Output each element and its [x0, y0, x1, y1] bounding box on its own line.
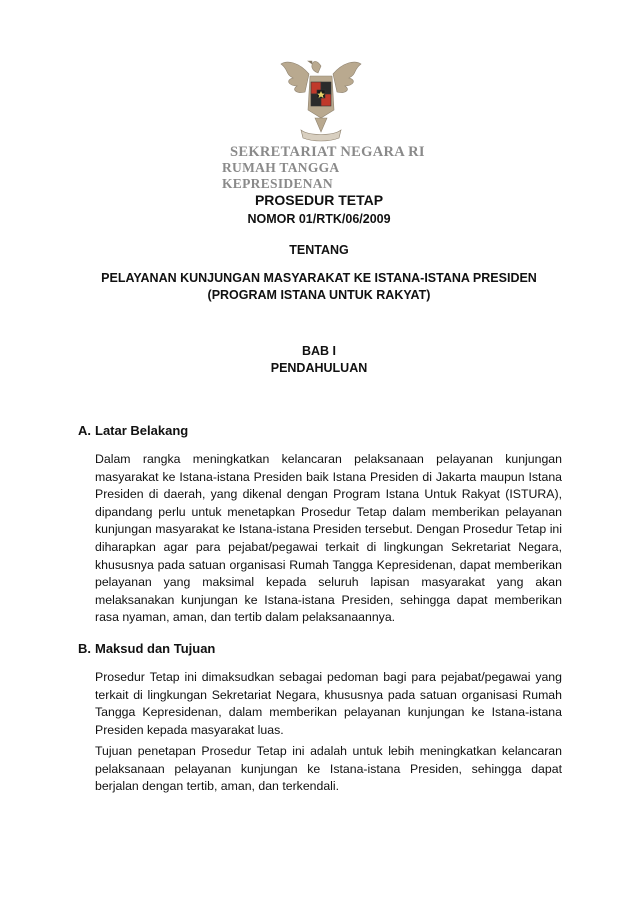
section-letter: B.: [78, 641, 91, 656]
section-b-paragraph-2: Tujuan penetapan Prosedur Tetap ini adalah untuk lebih meningkatkan kelancaran pelaksanaan pelayanan kunjungan ke Istana-istana Presiden, sehingga dapat berjalan dengan tertib, aman, dan terkendali.: [95, 744, 562, 794]
document-number: NOMOR 01/RTK/06/2009: [247, 212, 391, 226]
chapter-title: PENDAHULUAN: [270, 361, 368, 375]
subject-line-1: PELAYANAN KUNJUNGAN MASYARAKAT KE ISTANA-ISTANA PRESIDEN: [101, 271, 537, 285]
section-title: Maksud dan Tujuan: [95, 641, 216, 656]
section-a-paragraph: Dalam rangka meningkatkan kelancaran pelaksanaan pelayanan kunjungan masyarakat ke Istana-istana Presiden baik Istana Presiden di Jakarta maupun Istana Presiden di daerah, yang dikenal dengan Program Istana Untuk Rakyat (ISTURA), dipandang perlu untuk menetapkan Prosedur Tetap dalam memberikan pelayanan kunjungan masyarakat ke Istana-istana Presiden tersebut. Dengan Prosedur Tetap ini diharapkan agar para pejabat/pegawai terkait di lingkungan Sekretariat Negara, khususnya pada satuan organisasi Rumah Tangga Kepresidenan, dapat memberikan pelayanan yang maksimal kepada seluruh lapisan masyarakat yang akan melaksanakan kunjungan ke Istana-istana Presiden, sehingga dapat memberikan rasa nyaman, aman, dan tertib dalam pelaksanaannya.: [95, 452, 562, 625]
section-a-heading: [78, 423, 188, 438]
section-title: Latar Belakang: [95, 423, 189, 438]
chapter-heading: [0, 343, 638, 377]
document-title: PROSEDUR TETAP: [254, 192, 384, 208]
subject-line-2: (PROGRAM ISTANA UNTUK RAKYAT): [207, 288, 431, 302]
org-line-1: SEKRETARIAT NEGARA RI: [230, 144, 425, 160]
document-subject: [0, 270, 638, 304]
org-line-2: RUMAH TANGGA KEPRESIDENAN: [222, 160, 339, 191]
garuda-emblem-icon: [279, 52, 363, 144]
section-letter: A.: [78, 423, 91, 438]
about-label: TENTANG: [289, 243, 349, 257]
organization-name: [222, 144, 442, 192]
chapter-number: BAB I: [301, 344, 337, 358]
section-b-heading: [78, 641, 215, 656]
section-b-paragraph-1: Prosedur Tetap ini dimaksudkan sebagai pedoman bagi para pejabat/pegawai yang terkait di lingkungan Sekretariat Negara, khususnya pada satuan organisasi Rumah Tangga Kepresidenan, dalam memberikan pelayanan kunjungan ke Istana-istana Presiden kepada masyarakat luas.: [95, 670, 562, 737]
